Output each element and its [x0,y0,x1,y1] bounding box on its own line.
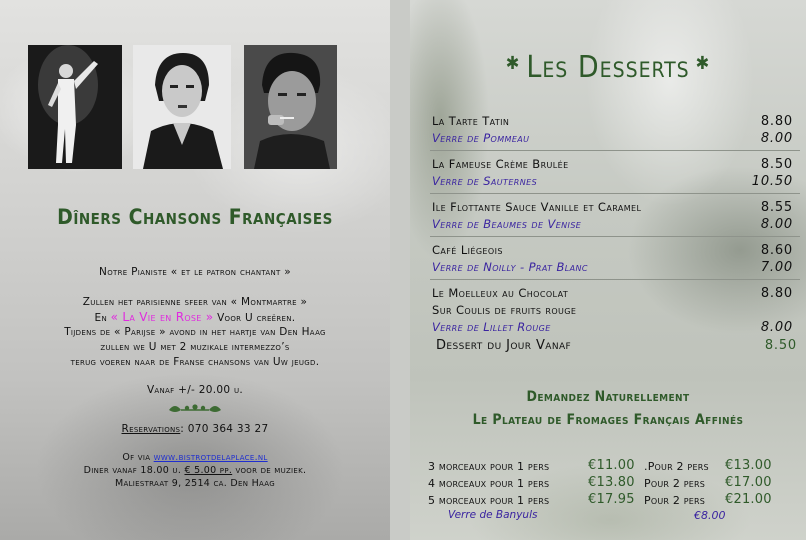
diner-post: voor de muziek. [235,465,307,476]
diner-pre: Diner vanaf 18.00 u. [83,465,182,476]
dessert-price: 8.50 [760,157,793,172]
dessert-row [432,157,797,173]
dessert-du-jour-price: 8.50 [764,338,797,353]
wine-name: Verre de Sauternes [432,174,538,188]
wine-name: Verre de Noilly - Prat Blanc [432,260,588,274]
cheese-price-2: €21.00 [725,492,772,507]
desserts-title-text: Les Desserts [526,50,690,85]
paragraph-line-2-pre: En [94,312,108,324]
address-line: Maliestraat 9, 2514 ca. Den Haag [114,478,275,489]
right-panel [410,0,806,540]
cheese-row-text-2: Pour 2 pers [644,494,706,507]
paragraph-line-2-post: Voor U creëren. [217,312,296,324]
cheese-price-1: €13.80 [588,475,635,490]
wine-price: 10.50 [751,174,793,189]
wine-price: 8.00 [760,131,793,146]
dessert-row-continued [432,303,797,319]
cheese-row-text: 5 morceaux pour 1 pers [428,494,550,507]
singer-photo-2 [133,45,231,169]
cheese-price-1: €17.95 [588,492,635,507]
wine-name: Verre de Pommeau [432,131,530,145]
dessert-name: Ile Flottante Sauce Vanille et Caramel [432,200,642,214]
banyuls-price: €8.00 [694,509,726,522]
desserts-title [410,50,806,85]
singer-photo-1 [28,45,122,169]
cheese-price-2: €17.00 [725,475,772,490]
wine-row [432,217,797,233]
cheese-price-2: €13.00 [725,458,772,473]
wine-row [432,174,797,190]
wine-price: 7.00 [760,260,793,275]
dessert-row [432,243,797,259]
wine-name: Verre de Lillet Rouge [432,320,551,334]
dessert-row [432,286,797,302]
pianist-line: Notre Pianiste « et le patron chantant » [99,266,291,278]
reservations-phone[interactable]: : 070 364 33 27 [180,423,269,435]
divider [430,279,800,280]
song-title: « La Vie en Rose » [110,310,214,324]
divider [430,193,800,194]
dessert-price: 8.55 [760,200,793,215]
wine-row [432,260,797,276]
paragraph-line-3: Tijdens de « Parijse » avond in het hartje van Den Haag [64,326,326,338]
dessert-price: 8.60 [760,243,793,258]
cheese-price-1: €11.00 [588,458,635,473]
wine-row [432,320,797,336]
dessert-du-jour-name: Dessert du Jour Vanaf [436,338,572,353]
wine-price: 8.00 [760,217,793,232]
dessert-price: 8.80 [760,114,793,129]
dessert-name: La Fameuse Crème Brulée [432,157,569,171]
website-link[interactable]: www.bistrotdelaplace.nl [153,452,268,463]
cheese-row-text-2: Pour 2 pers [644,477,706,490]
wine-price: 8.00 [760,320,793,335]
divider [430,236,800,237]
dessert-row [432,200,797,216]
star-icon: ✱ [695,53,711,74]
singer-photo-3 [244,45,337,169]
banyuls-wine: Verre de Banyuls [448,509,538,521]
wine-row [432,131,797,147]
left-panel [0,0,390,540]
cheese-row-text: 4 morceaux pour 1 pers [428,477,550,490]
wine-name: Verre de Beaumes de Venise [432,217,582,231]
cheese-heading-line-2: Le Plateau de Fromages Français Affinés [472,412,744,428]
divider [430,150,800,151]
dessert-name-line-2: Sur Coulis de fruits rouge [432,303,577,317]
leaf-ornament-icon [0,401,390,415]
diner-price: € 5.00 pp. [184,465,233,476]
cheese-row-text-2: .Pour 2 pers [644,460,709,473]
dessert-price: 8.80 [760,286,793,301]
cheese-row-text: 3 morceaux pour 1 pers [428,460,550,473]
dessert-name: La Tarte Tatin [432,114,510,128]
paragraph-line-4: zullen we U met 2 muzikale intermezzo’s [100,341,290,353]
paragraph-line-5: terug voeren naar de Franse chansons van Uw jeugd. [70,356,320,368]
dessert-row [432,114,797,130]
reservations-line [0,422,390,437]
dessert-name: Café Liégeois [432,243,503,257]
cheese-heading-line-1: Demandez Naturellement [526,389,690,405]
star-icon: ✱ [505,53,521,74]
paragraph-line-2 [0,310,390,326]
start-time-line: Vanaf +/- 20.00 u. [146,384,244,396]
left-title: Dîners Chansons Françaises [57,205,333,229]
via-prefix: Of via [122,452,151,463]
dessert-du-jour-row [436,338,797,354]
reservations-label: Reservations [121,423,181,435]
cheese-heading [410,386,806,432]
paragraph-line-1: Zullen het parisienne sfeer van « Montmartre » [82,296,308,308]
dessert-name: Le Moelleux au Chocolat [432,286,569,300]
